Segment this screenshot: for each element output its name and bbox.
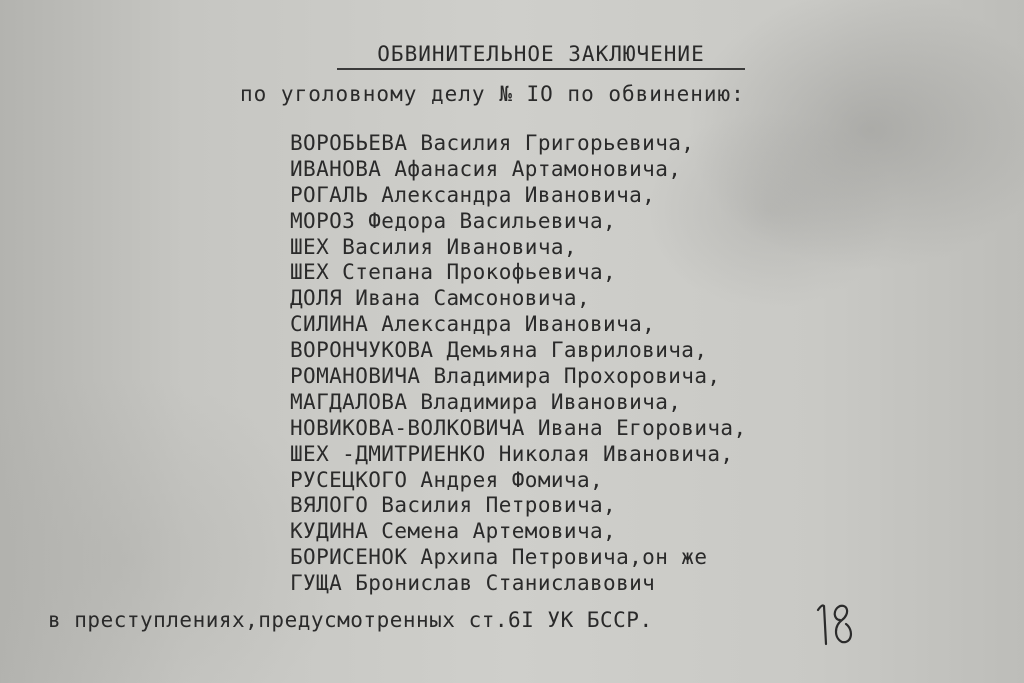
accused-name: СИЛИНА Александра Ивановича, (290, 312, 656, 337)
document-subtitle: по уголовному делу № IO по обвинению: (240, 82, 745, 106)
title-underline (337, 68, 745, 70)
accused-name: МОРОЗ Федора Васильевича, (290, 208, 617, 233)
accused-name: ШЕХ -ДМИТРИЕНКО Николая Ивановича, (290, 441, 734, 466)
accused-name: КУДИНА Семена Артемовича, (290, 519, 617, 544)
accused-name: РОГАЛЬ Александра Ивановича, (290, 182, 656, 207)
handwritten-signature-icon (812, 598, 862, 650)
document-footer: в преступлениях,предусмотренных ст.6I УК БССР. (48, 608, 653, 632)
accused-name: ИВАНОВА Афанасия Артамоновича, (290, 156, 682, 181)
accused-name: ШЕХ Василия Ивановича, (290, 234, 577, 259)
accused-name: МАГДАЛОВА Владимира Ивановича, (290, 389, 682, 414)
accused-name: БОРИСЕНОК Архипа Петровича,он же (290, 545, 708, 570)
accused-name: РУСЕЦКОГО Андрея Фомича, (290, 467, 604, 492)
accused-name: НОВИКОВА-ВОЛКОВИЧА Ивана Егоровича, (290, 415, 747, 440)
accused-name: РОМАНОВИЧА Владимира Прохоровича, (290, 364, 721, 389)
accused-name: ВОРОБЬЕВА Василия Григорьевича, (290, 131, 695, 155)
accused-name: ШЕХ Степана Прокофьевича, (290, 260, 617, 285)
accused-name: ГУЩА Бронислав Станиславович (290, 571, 656, 596)
accused-name: ДОЛЯ Ивана Самсоновича, (290, 286, 590, 311)
accused-list (290, 130, 747, 596)
accused-name: ВЯЛОГО Василия Петровича, (290, 493, 617, 518)
document-title: ОБВИНИТЕЛЬНОЕ ЗАКЛЮЧЕНИЕ (377, 42, 705, 66)
accused-name: ВОРОНЧУКОВА Демьяна Гавриловича, (290, 338, 708, 363)
